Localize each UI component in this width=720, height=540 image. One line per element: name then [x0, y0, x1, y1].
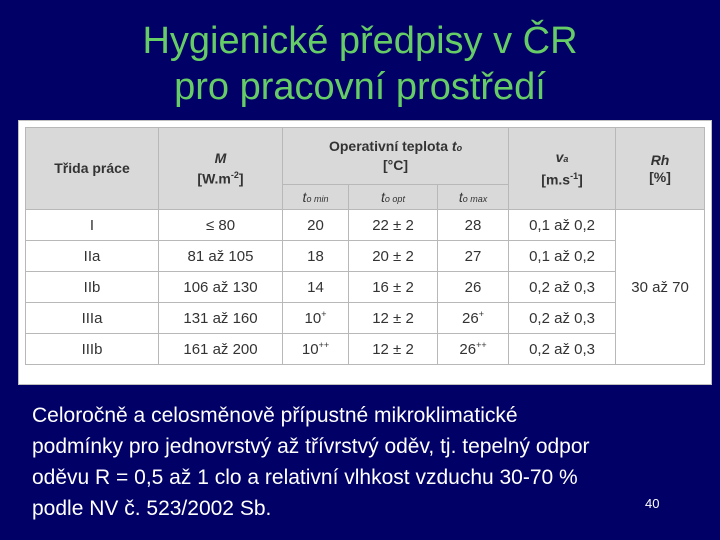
cell-t-max: 26+ — [438, 303, 509, 334]
header-operative-temperature: Operativní teplota to [°C] — [283, 128, 509, 185]
footer-text — [32, 400, 692, 524]
cell-va: 0,1 až 0,2 — [509, 210, 616, 241]
cell-t-max: 26++ — [438, 334, 509, 365]
table-header-row — [26, 128, 705, 185]
table-image-frame — [18, 120, 712, 385]
cell-va: 0,2 až 0,3 — [509, 334, 616, 365]
slide-title-line-2: pro pracovní prostředí — [174, 66, 546, 108]
page-number: 40 — [645, 496, 660, 511]
cell-t-max: 26 — [438, 272, 509, 303]
header-work-class: Třida práce — [26, 128, 159, 210]
cell-rh: 30 až 70 — [616, 210, 705, 365]
table-row — [26, 334, 705, 365]
cell-m: 106 až 130 — [159, 272, 283, 303]
table-row — [26, 210, 705, 241]
microclimate-table — [25, 127, 705, 365]
cell-t-min: 10++ — [283, 334, 349, 365]
header-metabolic-rate: M $[W.m^{-2}]$ — [159, 128, 283, 210]
cell-t-max: 28 — [438, 210, 509, 241]
cell-t-opt: 12 ± 2 — [349, 334, 438, 365]
cell-class: IIa — [26, 241, 159, 272]
header-t-min: to min — [283, 185, 349, 210]
cell-t-opt: 20 ± 2 — [349, 241, 438, 272]
cell-m: 81 až 105 — [159, 241, 283, 272]
cell-t-min: 18 — [283, 241, 349, 272]
header-relative-humidity: Rh [%] — [616, 128, 705, 210]
header-air-velocity: va $[m.s^{-1}]$ — [509, 128, 616, 210]
cell-t-min: 20 — [283, 210, 349, 241]
header-t-opt: to opt — [349, 185, 438, 210]
slide-title — [0, 18, 720, 110]
slide-title-line-1: Hygienické předpisy v ČR — [142, 20, 578, 62]
cell-t-max: 27 — [438, 241, 509, 272]
cell-class: IIIa — [26, 303, 159, 334]
cell-t-opt: 22 ± 2 — [349, 210, 438, 241]
cell-m: ≤ 80 — [159, 210, 283, 241]
cell-t-min: 14 — [283, 272, 349, 303]
table-row — [26, 241, 705, 272]
cell-t-min: 10+ — [283, 303, 349, 334]
cell-va: 0,2 až 0,3 — [509, 272, 616, 303]
cell-m: 131 až 160 — [159, 303, 283, 334]
cell-va: 0,1 až 0,2 — [509, 241, 616, 272]
header-t-max: to max — [438, 185, 509, 210]
cell-class: I — [26, 210, 159, 241]
cell-t-opt: 16 ± 2 — [349, 272, 438, 303]
cell-class: IIb — [26, 272, 159, 303]
cell-m: 161 až 200 — [159, 334, 283, 365]
cell-t-opt: 12 ± 2 — [349, 303, 438, 334]
table-row — [26, 272, 705, 303]
footer-line-4: podle NV č. 523/2002 Sb. — [32, 497, 272, 520]
footer-line-2: podmínky pro jednovrstvý až třívrstvý oděv, tj. tepelný odpor — [32, 435, 590, 458]
cell-class: IIIb — [26, 334, 159, 365]
cell-va: 0,2 až 0,3 — [509, 303, 616, 334]
footer-line-3: oděvu R = 0,5 až 1 clo a relativní vlhkost vzduchu 30-70 % — [32, 466, 578, 489]
table-row — [26, 303, 705, 334]
footer-line-1: Celoročně a celosměnově přípustné mikroklimatické — [32, 404, 518, 427]
